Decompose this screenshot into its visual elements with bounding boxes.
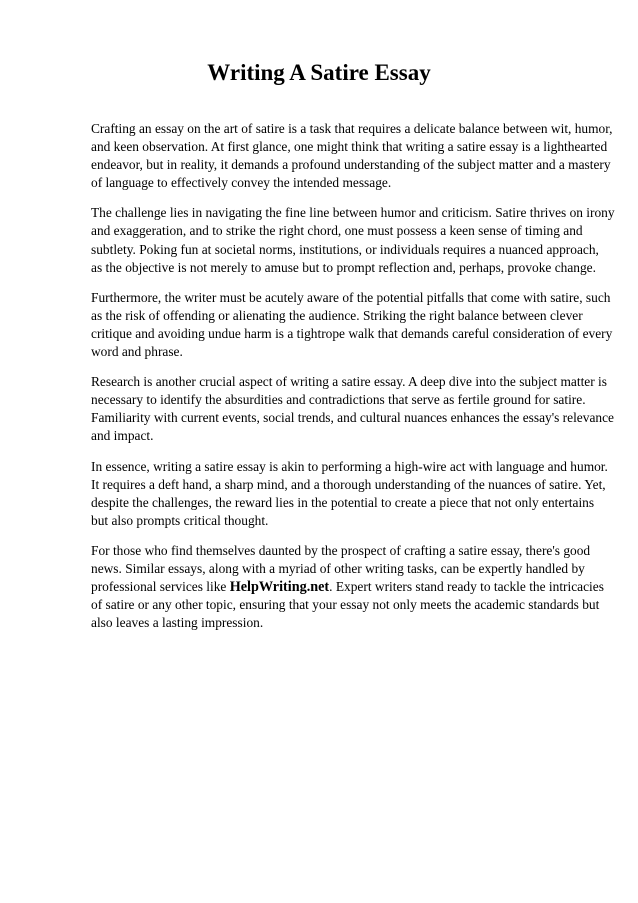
paragraph-line: also leaves a lasting impression.	[91, 615, 264, 631]
paragraph-line: In essence, writing a satire essay is akin to performing a high-wire act with language and humor.	[91, 458, 608, 474]
paragraph-line: of satire or any other topic, ensuring that your essay not only meets the academic standards but	[91, 597, 600, 613]
paragraph-line: It requires a deft hand, a sharp mind, and a thorough understanding of the nuances of satire. Yet,	[91, 476, 606, 492]
paragraph-line: critique and avoiding undue harm is a tightrope walk that demands careful consideration of every	[91, 325, 613, 341]
paragraph-3	[91, 289, 613, 361]
page-title: Writing A Satire Essay	[207, 60, 431, 85]
paragraph-line: as the objective is not merely to amuse but to prompt reflection and, perhaps, provoke change.	[91, 259, 596, 275]
paragraph-2	[91, 204, 615, 276]
paragraph-4	[91, 373, 614, 445]
paragraph-line: and keen observation. At first glance, one might think that writing a satire essay is a lighthearted	[91, 139, 608, 155]
paragraph-line: and impact.	[91, 428, 154, 444]
paragraph-line: but also prompts critical thought.	[91, 512, 269, 528]
paragraph-6	[91, 542, 604, 632]
helpwriting-link[interactable]: HelpWriting.net	[229, 579, 330, 596]
paragraph-1	[91, 120, 613, 192]
text-segment: . Expert writers stand ready to tackle the intricacies	[329, 579, 604, 595]
paragraph-line: For those who find themselves daunted by the prospect of crafting a satire essay, there's good	[91, 542, 591, 558]
paragraph-line: Crafting an essay on the art of satire is a task that requires a delicate balance between wit, humor,	[91, 121, 613, 136]
paragraph-line: endeavor, but in reality, it demands a profound understanding of the subject matter and a mastery	[91, 157, 611, 173]
paragraph-line: of language to effectively convey the intended message.	[91, 175, 392, 191]
paragraph-line: Furthermore, the writer must be acutely aware of the potential pitfalls that come with satire, such	[91, 289, 611, 305]
paragraph-line: necessary to identify the absurdities and contradictions that serve as fertile ground for satire.	[91, 392, 586, 408]
paragraph-5	[91, 458, 608, 530]
paragraph-line: news. Similar essays, along with a myriad of other writing tasks, can be expertly handled by	[91, 560, 585, 576]
essay-body	[91, 120, 615, 644]
paragraph-line-with-brand	[91, 578, 604, 596]
paragraph-line: subtlety. Poking fun at societal norms, institutions, or individuals requires a nuanced approach,	[91, 241, 599, 257]
paragraph-line: Familiarity with current events, social trends, and cultural nuances enhances the essay's relevance	[91, 410, 614, 426]
paragraph-line: despite the challenges, the reward lies in the potential to create a piece that not only entertains	[91, 494, 595, 510]
paragraph-line: Research is another crucial aspect of writing a satire essay. A deep dive into the subject matter is	[91, 374, 607, 390]
paragraph-line: and exaggeration, and to strike the right chord, one must possess a keen sense of timing and	[91, 223, 583, 239]
paragraph-line: as the risk of offending or alienating the audience. Striking the right balance between clever	[91, 307, 583, 323]
text-segment: professional services like	[91, 579, 230, 595]
paragraph-line: word and phrase.	[91, 344, 183, 360]
paragraph-line: The challenge lies in navigating the fine line between humor and criticism. Satire thrives on irony	[91, 205, 615, 221]
